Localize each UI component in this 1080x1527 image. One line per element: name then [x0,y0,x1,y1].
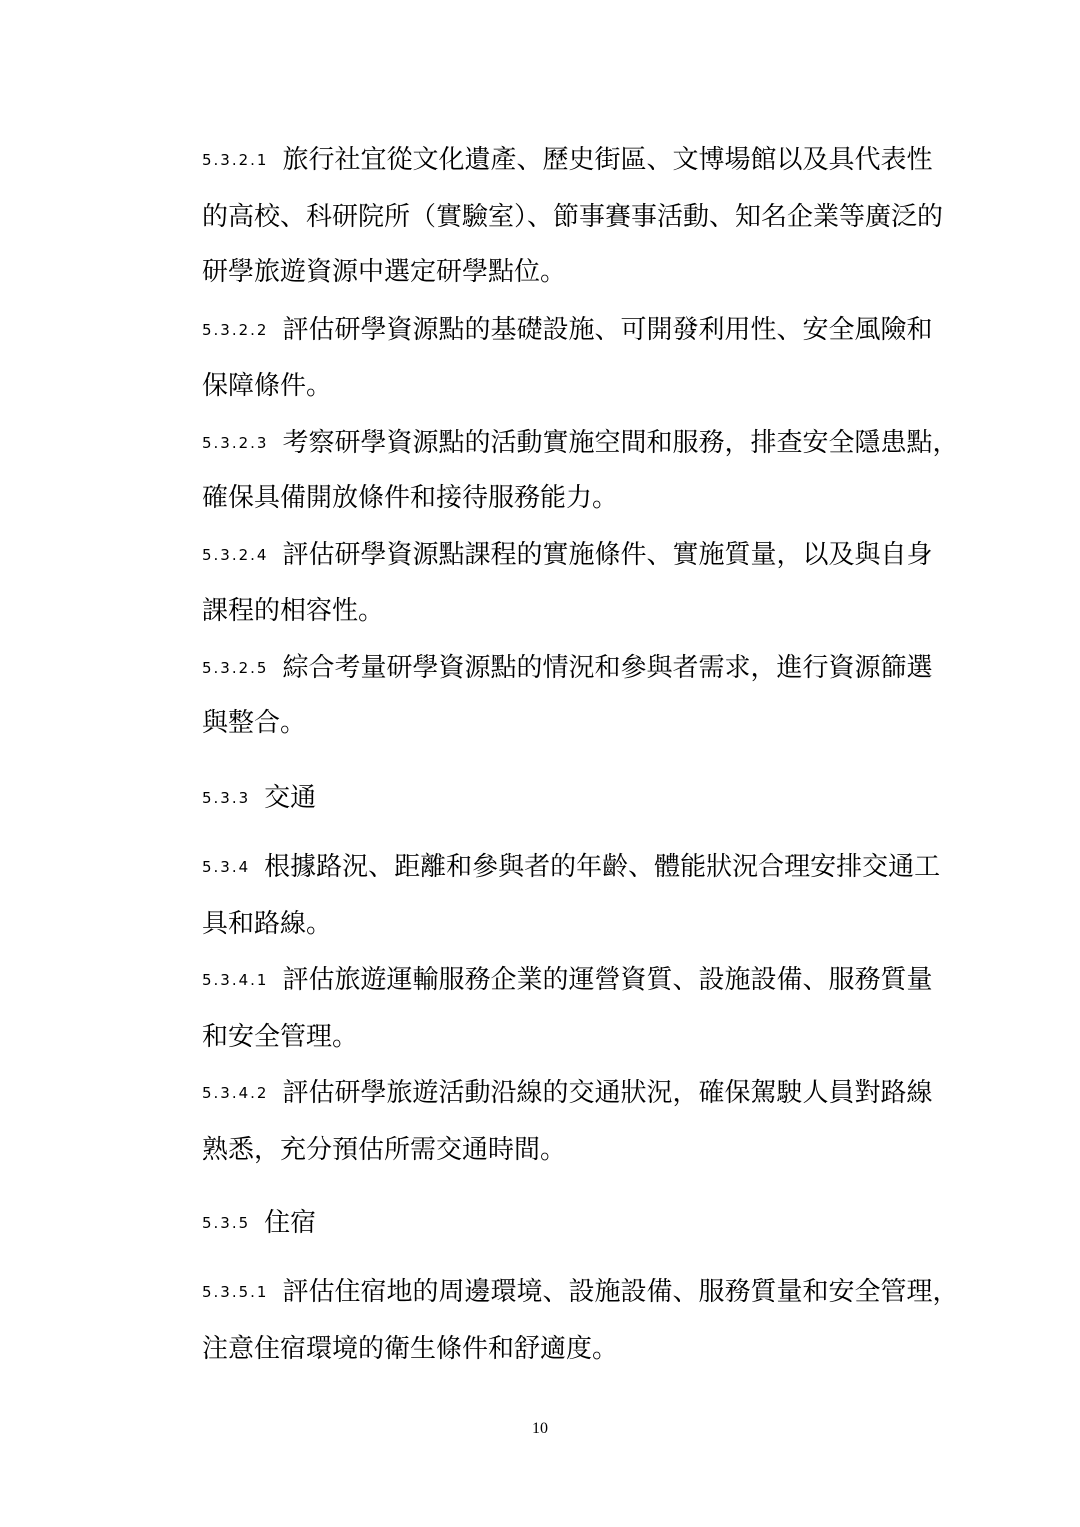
clause-number: 5.3.5.1 [202,1283,269,1301]
clause-text: 評估研學資源點的基礎設施、可開發利用性、安全風險和 [282,315,933,345]
clause-number: 5.3.5 [202,1214,251,1232]
clause-text: 評估研學資源點課程的實施條件、實施質量，以及與自身 [282,540,933,570]
clause-5-3-2-1-line-3: 研學旅遊資源中選定研學點位。 [202,257,567,287]
clause-text: 評估旅遊運輸服務企業的運營資質、設施設備、服務質量 [282,965,933,995]
clause-5-3-4-2-line-1 [202,1078,933,1108]
section-title: 交通 [264,783,317,813]
clause-number: 5.3.4.1 [202,971,269,989]
clause-text: 考察研學資源點的活動實施空間和服務，排查安全隱患點， [282,428,959,458]
clause-5-3-2-2-line-2: 保障條件。 [202,371,333,401]
clause-number: 5.3.2.4 [202,546,269,564]
clause-text: 旅行社宜從文化遺產、歷史街區、文博場館以及具代表性 [282,145,933,175]
clause-5-3-2-3-line-2: 確保具備開放條件和接待服務能力。 [202,483,619,513]
section-heading-5-3-3 [202,783,316,813]
clause-number: 5.3.3 [202,789,251,807]
clause-text: 評估研學旅遊活動沿線的交通狀況，確保駕駛人員對路線 [282,1078,933,1108]
section-heading-5-3-5 [202,1208,316,1238]
clause-5-3-2-4-line-1 [202,540,933,570]
clause-text: 評估住宿地的周邊環境、設施設備、服務質量和安全管理， [282,1277,959,1307]
clause-5-3-4-line-1 [202,852,940,882]
clause-5-3-2-3-line-1 [202,428,959,458]
clause-5-3-2-5-line-2: 與整合。 [202,708,307,738]
clause-text: 綜合考量研學資源點的情況和參與者需求，進行資源篩選 [282,653,933,683]
clause-5-3-4-2-line-2: 熟悉，充分預估所需交通時間。 [202,1135,567,1165]
clause-number: 5.3.2.2 [202,321,269,339]
clause-text: 根據路況、距離和參與者的年齡、體能狀況合理安排交通工 [264,852,941,882]
clause-5-3-5-1-line-1 [202,1277,959,1307]
clause-number: 5.3.2.5 [202,659,269,677]
clause-number: 5.3.4 [202,858,251,876]
clause-number: 5.3.4.2 [202,1084,269,1102]
clause-number: 5.3.2.1 [202,151,269,169]
section-title: 住宿 [264,1208,317,1238]
clause-5-3-2-4-line-2: 課程的相容性。 [202,596,385,626]
page-number: 10 [532,1420,548,1437]
clause-5-3-4-line-2: 具和路線。 [202,909,333,939]
clause-5-3-4-1-line-2: 和安全管理。 [202,1022,359,1052]
clause-5-3-2-5-line-1 [202,653,933,683]
clause-number: 5.3.2.3 [202,434,269,452]
clause-5-3-2-1-line-1 [202,145,933,175]
clause-5-3-2-1-line-2: 的高校、科研院所（實驗室）、節事賽事活動、知名企業等廣泛的 [202,202,944,232]
clause-5-3-4-1-line-1 [202,965,933,995]
clause-5-3-2-2-line-1 [202,315,933,345]
clause-5-3-5-1-line-2: 注意住宿環境的衛生條件和舒適度。 [202,1334,619,1364]
